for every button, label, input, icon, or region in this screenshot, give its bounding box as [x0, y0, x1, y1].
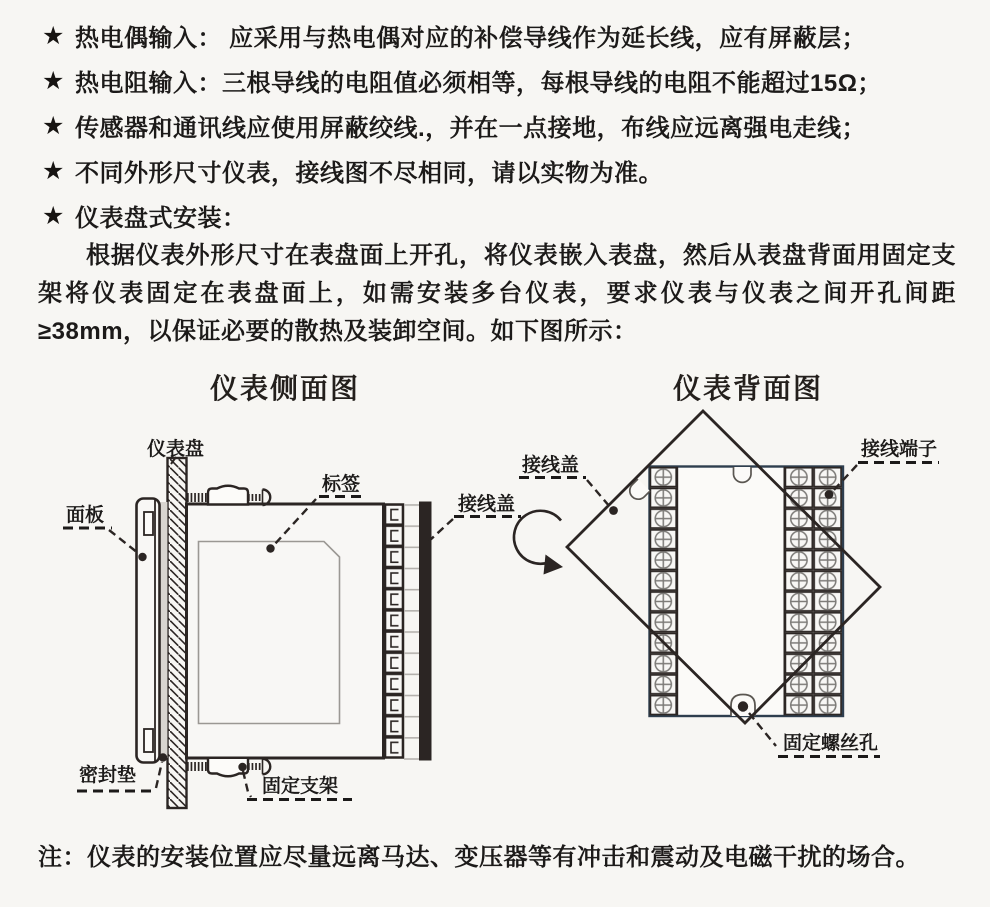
bullet-text: 传感器和通讯线应使用屏蔽绞线.，并在一点接地，布线应远离强电走线； [75, 115, 867, 142]
side-view-title: 仪表侧面图 [209, 374, 361, 405]
star-icon: ★ [42, 21, 65, 50]
label-front-panel: 面板 [66, 505, 105, 526]
bullet-item [42, 58, 882, 103]
label-terminal-cover: 接线盖 [458, 494, 516, 515]
leader-dot [266, 544, 274, 552]
bullet-text: 仪表盘式安装： [75, 205, 247, 232]
bullet-item [42, 13, 882, 58]
star-icon: ★ [42, 111, 65, 140]
seal-gasket-strip [160, 502, 168, 758]
bullet-item [42, 193, 882, 238]
leader-dot [138, 553, 146, 561]
label-terminal-cover: 接线盖 [522, 455, 580, 476]
side-view-figure [63, 373, 521, 808]
panel-wall [168, 458, 187, 808]
rotation-arrow-icon [514, 511, 563, 575]
label-seal-gasket: 密封垫 [79, 765, 137, 786]
bullet-list [42, 13, 882, 238]
note-text: 注：仪表的安装位置应尽量远离马达、变压器等有冲击和震动及电磁干扰的场合。 [38, 844, 920, 871]
label-fixing-bracket: 固定支架 [262, 776, 339, 797]
back-view-title: 仪表背面图 [672, 374, 824, 405]
leader-line [109, 530, 138, 553]
leader-line [243, 771, 251, 797]
terminal-strip [385, 504, 404, 758]
leader-line [429, 519, 453, 541]
mounting-clamp-bottom [187, 758, 270, 776]
bullet-item [42, 103, 882, 148]
label-terminal-block: 接线端子 [861, 439, 938, 460]
star-icon: ★ [42, 66, 65, 95]
installation-paragraph: 根据仪表外形尺寸在表盘面上开孔，将仪表嵌入表盘，然后从表盘背面用固定支架将仪表固定在表盘面上，如需安装多台仪表，要求仪表与仪表之间开孔间距≥38mm，以保证必要的散热及装卸空间。如下图所示： [38, 242, 956, 345]
leader-line [749, 713, 776, 746]
terminal-column-left [650, 467, 678, 716]
label-panel-board: 仪表盘 [147, 439, 205, 460]
terminal-columns-right [785, 467, 843, 716]
leader-dot [825, 490, 834, 499]
star-icon: ★ [42, 156, 65, 185]
fixing-screw-hole-dot [738, 701, 748, 711]
leader-dot [609, 506, 618, 515]
bullet-item [42, 148, 882, 193]
screw-head [263, 759, 271, 775]
back-view-figure [514, 373, 939, 757]
mounting-clamp-top [187, 486, 270, 505]
label-fixing-screw-hole: 固定螺丝孔 [783, 733, 879, 754]
leader-line [156, 762, 162, 788]
installation-diagrams [0, 360, 990, 820]
front-bezel [137, 499, 160, 763]
leader-dot [159, 753, 167, 761]
terminal-rails [404, 504, 419, 760]
bullet-text: 不同外形尺寸仪表，接线图不尽相同，请以实物为准。 [75, 160, 663, 187]
leader-dot [238, 763, 246, 771]
bullet-text: 热电阻输入：三根导线的电阻值必须相等，每根导线的电阻不能超过15Ω； [75, 70, 882, 97]
label-tag: 标签 [322, 474, 361, 495]
star-icon: ★ [42, 201, 65, 230]
cover-notch-top [734, 467, 752, 482]
bullet-text: 热电偶输入： 应采用与热电偶对应的补偿导线作为延长线，应有屏蔽层； [75, 25, 867, 52]
leader-line [587, 480, 610, 507]
